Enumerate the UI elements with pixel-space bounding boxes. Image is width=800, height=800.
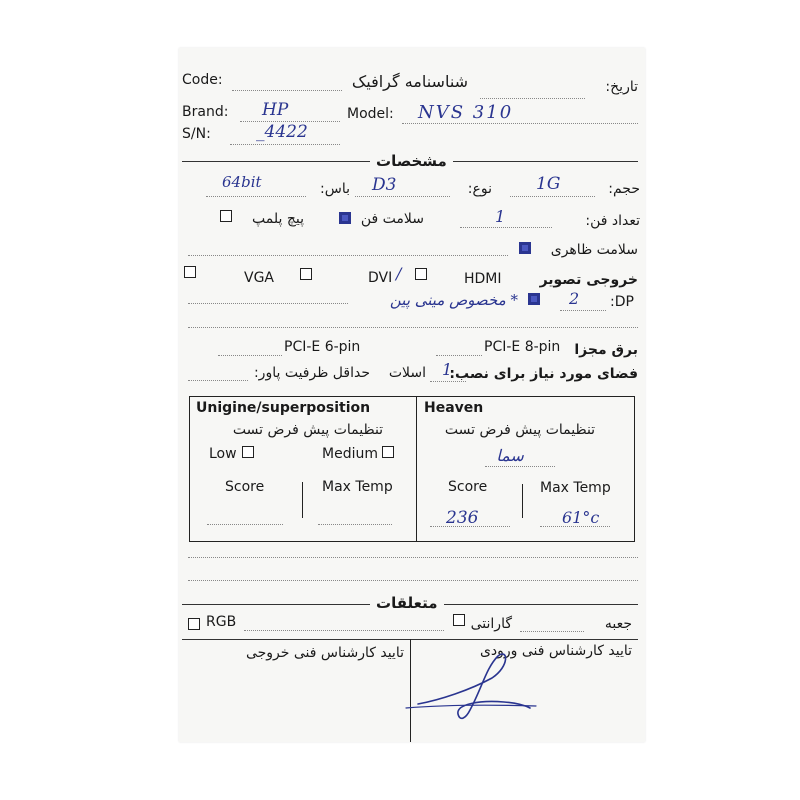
entry-approval-label: تایید کارشناس فنی ورودی bbox=[479, 643, 632, 659]
sn-line bbox=[230, 144, 340, 145]
heaven-score-label: Score bbox=[448, 479, 488, 495]
warranty-checkbox[interactable] bbox=[453, 614, 465, 626]
appearance-line bbox=[188, 255, 508, 256]
sn-label: S/N: bbox=[182, 126, 211, 142]
heaven-mode-value[interactable]: سما bbox=[496, 446, 524, 465]
date-label: تاریخ: bbox=[605, 79, 638, 95]
dp-note-line bbox=[188, 303, 348, 304]
heaven-temp-line bbox=[540, 526, 610, 527]
heaven-temp-value[interactable]: 61°c bbox=[562, 508, 600, 527]
form-title: شناسنامه گرافیک bbox=[351, 72, 469, 91]
fan-health-checkbox[interactable] bbox=[339, 212, 351, 224]
heaven-score-value[interactable]: 236 bbox=[446, 508, 479, 528]
unigine-temp-label: Max Temp bbox=[322, 479, 393, 495]
unigine-title: Unigine/superposition bbox=[196, 400, 371, 416]
bus-value[interactable]: 64bit bbox=[222, 173, 262, 191]
blank-line-1 bbox=[188, 327, 638, 328]
fan-count-line bbox=[460, 227, 552, 228]
specs-title: مشخصات bbox=[370, 154, 453, 169]
heaven-score-line bbox=[430, 526, 510, 527]
benchmark-divider bbox=[416, 396, 417, 541]
dp-label: :DP bbox=[610, 294, 634, 310]
dvi-slash-mark: / bbox=[396, 264, 402, 283]
vga-checkbox[interactable] bbox=[184, 266, 196, 278]
power-label: برق مجزا bbox=[574, 342, 638, 358]
heaven-mode-line bbox=[485, 466, 555, 467]
low-label: Low bbox=[209, 446, 237, 462]
code-label: Code: bbox=[182, 72, 223, 88]
pcie6-line bbox=[218, 355, 282, 356]
fan-health-label: سلامت فن bbox=[360, 211, 424, 227]
slot-label: فضای مورد نیاز برای نصب: bbox=[449, 366, 638, 382]
exit-approval-label: تایید کارشناس فنی خروجی bbox=[245, 645, 404, 661]
heaven-temp-label: Max Temp bbox=[540, 480, 611, 496]
medium-checkbox[interactable] bbox=[382, 446, 394, 458]
dvi-checkbox[interactable] bbox=[300, 268, 312, 280]
slot-unit: اسلات bbox=[388, 365, 426, 381]
brand-label: Brand: bbox=[182, 104, 229, 120]
type-line bbox=[355, 196, 450, 197]
model-label: Model: bbox=[347, 106, 394, 122]
dp-checkbox[interactable] bbox=[528, 293, 540, 305]
unigine-default-label: تنظیمات پیش فرض تست bbox=[232, 422, 384, 438]
model-value[interactable]: NVS 310 bbox=[418, 102, 514, 123]
heaven-score-divider bbox=[522, 484, 523, 518]
heaven-title: Heaven bbox=[424, 400, 484, 416]
heaven-default-label: تنظیمات پیش فرض تست bbox=[444, 422, 596, 438]
sn-value[interactable]: _4422 bbox=[256, 122, 308, 142]
pcie8-label: PCI-E 8-pin bbox=[484, 339, 561, 355]
slot-value-line bbox=[430, 381, 466, 382]
unigine-score-divider bbox=[302, 482, 303, 518]
type-value[interactable]: D3 bbox=[372, 175, 397, 195]
slot-value[interactable]: 1 bbox=[442, 360, 453, 379]
appearance-label: سلامت ظاهری bbox=[550, 242, 638, 258]
code-line bbox=[232, 90, 342, 91]
screw-checkbox[interactable] bbox=[220, 210, 232, 222]
min-power-label: حداقل ظرفیت پاور: bbox=[253, 365, 370, 381]
warranty-label: گارانتی bbox=[470, 616, 512, 632]
dvi-label: DVI bbox=[368, 270, 393, 286]
low-checkbox[interactable] bbox=[242, 446, 254, 458]
screw-label: پیچ پلمپ bbox=[252, 211, 304, 227]
rgb-label: RGB bbox=[206, 614, 237, 630]
volume-line bbox=[510, 196, 595, 197]
fan-count-label: تعداد فن: bbox=[585, 213, 640, 229]
hdmi-checkbox[interactable] bbox=[415, 268, 427, 280]
unigine-score-label: Score bbox=[225, 479, 265, 495]
vga-label: VGA bbox=[244, 270, 275, 286]
date-line bbox=[480, 98, 585, 99]
min-power-line bbox=[188, 380, 248, 381]
outputs-label: خروجی تصویر bbox=[539, 272, 638, 288]
accessories-title: متعلقات bbox=[370, 596, 444, 611]
hdmi-label: HDMI bbox=[464, 271, 502, 287]
unigine-score-line bbox=[207, 524, 283, 525]
type-label: نوع: bbox=[467, 181, 492, 197]
unigine-temp-line bbox=[318, 524, 392, 525]
volume-value[interactable]: 1G bbox=[536, 174, 561, 194]
medium-label: Medium bbox=[322, 446, 378, 462]
dp-count-line bbox=[560, 310, 606, 311]
pcie8-line bbox=[436, 355, 482, 356]
blank-line-3 bbox=[188, 580, 638, 581]
appearance-checkbox[interactable] bbox=[519, 242, 531, 254]
dp-note[interactable]: * مخصوص مینی پین bbox=[389, 291, 518, 309]
fan-count-value[interactable]: 1 bbox=[495, 207, 506, 226]
dp-count[interactable]: 2 bbox=[569, 289, 580, 308]
box-label: جعبه bbox=[604, 616, 632, 632]
pcie6-label: PCI-E 6-pin bbox=[284, 339, 361, 355]
model-line bbox=[402, 123, 638, 124]
blank-line-2 bbox=[188, 557, 638, 558]
bus-line bbox=[206, 196, 306, 197]
rgb-checkbox[interactable] bbox=[188, 618, 200, 630]
signature-mark bbox=[400, 630, 540, 730]
brand-value[interactable]: HP bbox=[262, 100, 289, 120]
volume-label: حجم: bbox=[608, 181, 640, 197]
bus-label: باس: bbox=[320, 181, 350, 197]
